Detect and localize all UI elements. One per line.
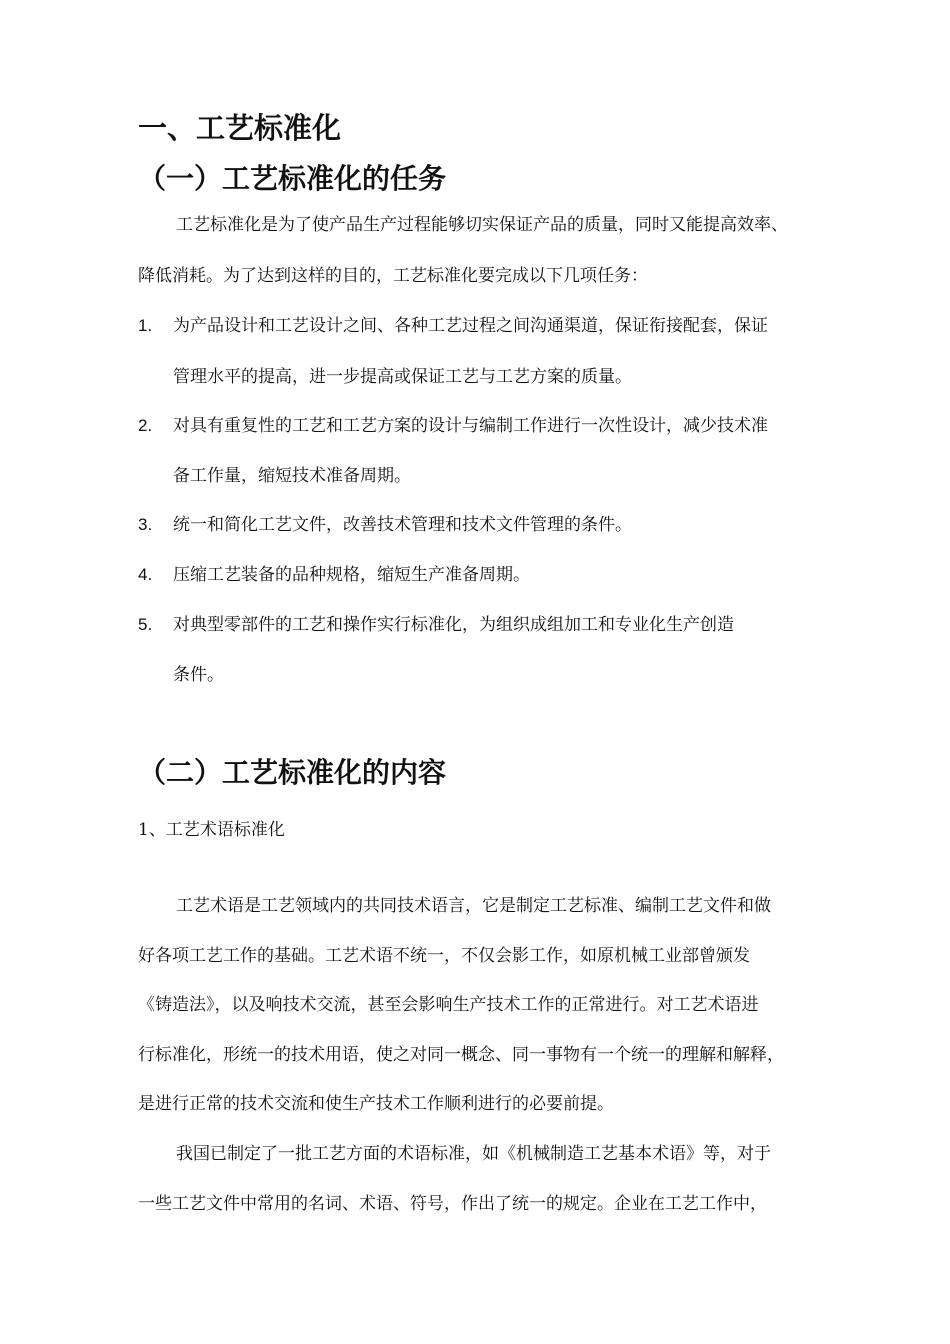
list-item-3-line-1: 统一和简化工艺文件，改善技术管理和技术文件管理的条件。	[173, 515, 632, 535]
section-2-para-1-line-3: 《铸造法》，以及响技术交流，甚至会影响生产技术工作的正常进行。对工艺术语进	[138, 995, 759, 1015]
section-2-para-1-line-5: 是进行正常的技术交流和使生产技术工作顺利进行的必要前提。	[138, 1094, 614, 1114]
list-number-3: 3.	[138, 515, 153, 534]
section-2-para-1-line-1: 工艺术语是工艺领域内的共同技术语言，它是制定工艺标准、编制工艺文件和做	[176, 896, 771, 916]
list-number-1: 1.	[138, 316, 153, 335]
main-heading: 一、工艺标准化	[138, 111, 342, 145]
section-1-intro-line-2: 降低消耗。为了达到这样的目的，工艺标准化要完成以下几项任务：	[138, 266, 648, 286]
list-item-5-line-2: 条件。	[173, 665, 224, 685]
list-item-2-line-2: 备工作量，缩短技术准备周期。	[173, 466, 411, 486]
section-2-para-2-line-1: 我国已制定了一批工艺方面的术语标准，如《机械制造工艺基本术语》等，对于	[176, 1144, 771, 1164]
list-number-4: 4.	[138, 565, 153, 584]
section-2-para-1-line-4: 行标准化，形统一的技术用语，使之对同一概念、同一事物有一个统一的理解和解释，	[138, 1045, 784, 1065]
section-2-subheading: 1、工艺术语标准化	[138, 820, 285, 840]
section-2-para-1-line-2: 好各项工艺工作的基础。工艺术语不统一，不仅会影工作，如原机械工业部曾颁发	[138, 946, 750, 966]
list-number-5: 5.	[138, 615, 153, 634]
section-2-para-2-line-2: 一些工艺文件中常用的名词、术语、符号，作出了统一的规定。企业在工艺工作中，	[138, 1194, 767, 1214]
list-number-2: 2.	[138, 416, 153, 435]
list-item-1-line-2: 管理水平的提高，进一步提高或保证工艺与工艺方案的质量。	[173, 367, 632, 387]
section-1-intro-line-1: 工艺标准化是为了使产品生产过程能够切实保证产品的质量，同时又能提高效率、	[176, 215, 788, 235]
section-2-heading: （二）工艺标准化的内容	[138, 756, 447, 789]
list-item-2-line-1: 对具有重复性的工艺和工艺方案的设计与编制工作进行一次性设计，减少技术准	[173, 416, 768, 436]
list-item-1-line-1: 为产品设计和工艺设计之间、各种工艺过程之间沟通渠道，保证衔接配套，保证	[173, 316, 768, 336]
list-item-5-line-1: 对典型零部件的工艺和操作实行标准化，为组织成组加工和专业化生产创造	[173, 615, 734, 635]
section-1-heading: （一）工艺标准化的任务	[138, 162, 447, 195]
list-item-4-line-1: 压缩工艺装备的品种规格，缩短生产准备周期。	[173, 565, 530, 585]
